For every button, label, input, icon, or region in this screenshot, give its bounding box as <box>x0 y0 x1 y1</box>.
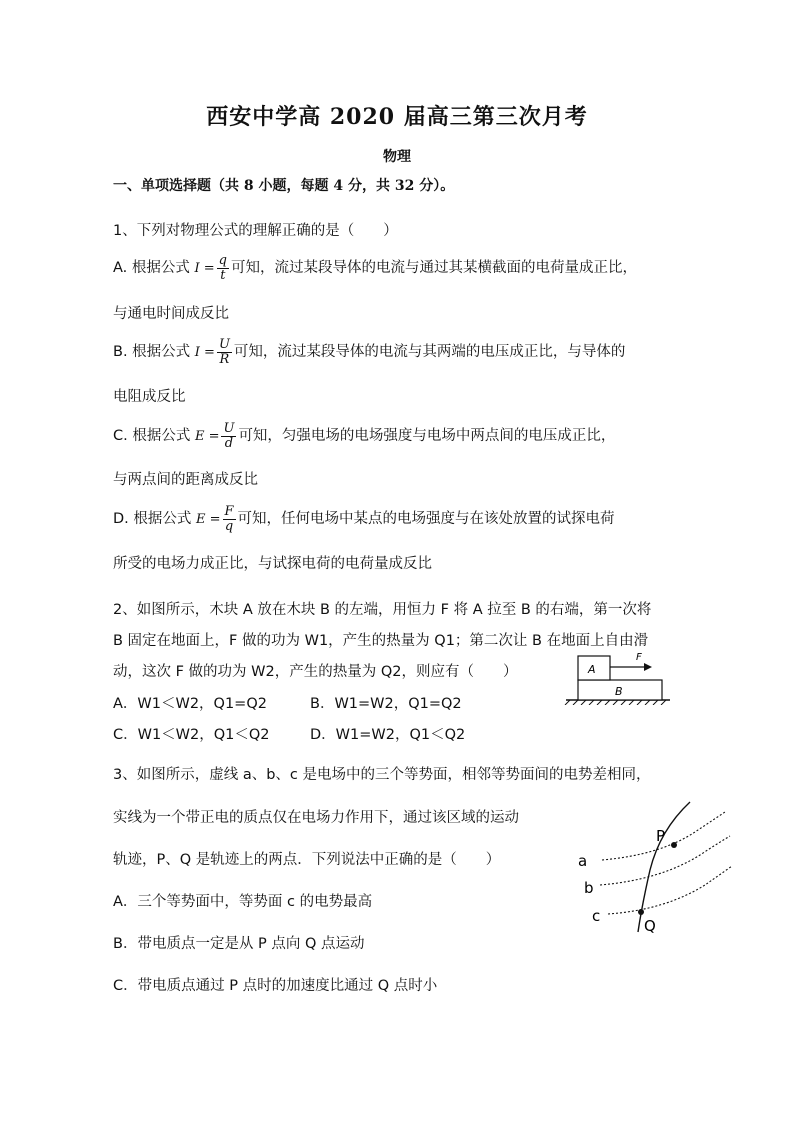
q3-option-c: C．带电质点通过 P 点时的加速度比通过 Q 点时小 <box>113 978 438 994</box>
section-heading: 一、单项选择题（共 8 小题，每题 4 分，共 32 分）。 <box>113 178 455 194</box>
q1-d-formula-lhs: E = <box>196 512 221 528</box>
q2-line2: B 固定在地面上，F 做的功为 W1，产生的热量为 Q1；第二次让 B 在地面上自由滑 <box>113 633 649 649</box>
q2-line1: 2、如图所示，木块 A 放在木块 B 的左端，用恒力 F 将 A 拉至 B 的右端，第一次将 <box>113 602 652 618</box>
force-arrow-head <box>644 663 652 671</box>
label-c: c <box>592 907 601 925</box>
q1-d-den: q <box>224 518 234 534</box>
trajectory-curve <box>638 802 690 932</box>
q1-b-fraction <box>217 338 232 366</box>
q1-d-line2: 所受的电场力成正比，与试探电荷的电荷量成反比 <box>113 556 432 572</box>
q1-c-prefix: C. 根据公式 <box>113 428 191 445</box>
q1-c-num: U <box>223 421 235 436</box>
label-q: Q <box>644 917 656 935</box>
q1-c-formula-lhs: E = <box>194 429 220 445</box>
q1-d-fraction <box>223 505 236 533</box>
force-label: F <box>636 652 642 663</box>
q2-option-c: C．W1＜W2，Q1＜Q2 <box>113 727 270 743</box>
q1-a-den: t <box>220 267 226 283</box>
page-title: 西安中学高 2020 届高三第三次月考 <box>206 104 588 130</box>
label-p: P <box>656 827 666 845</box>
q1-c-line2: 与两点间的距离成反比 <box>113 472 258 488</box>
q2-block-figure <box>560 645 675 705</box>
equipotential-c <box>608 866 732 914</box>
q3-equipotential-figure <box>570 800 740 940</box>
q3-option-a: A．三个等势面中，等势面 c 的电势最高 <box>113 894 373 910</box>
q1-a-prefix: A. 根据公式 <box>113 260 190 277</box>
q1-b-num: U <box>218 337 230 352</box>
q1-b-formula-lhs: I = <box>194 345 215 361</box>
q1-a-num: q <box>218 253 227 268</box>
q1-option-b <box>113 338 625 366</box>
q1-b-prefix: B. 根据公式 <box>113 344 191 361</box>
q1-a-fraction <box>217 254 229 282</box>
q3-line1: 3、如图所示，虚线 a、b、c 是电场中的三个等势面，相邻等势面间的电势差相同， <box>113 767 651 783</box>
q3-line2: 实线为一个带正电的质点仅在电场力作用下，通过该区域的运动 <box>113 810 519 826</box>
q1-d-text1: 可知，任何电场中某点的电场强度与在该处放置的试探电荷 <box>237 511 615 528</box>
label-b: b <box>584 879 594 897</box>
q2-option-b: B．W1=W2，Q1=Q2 <box>310 696 462 712</box>
q1-option-a <box>113 254 637 282</box>
q1-stem: 1、下列对物理公式的理解正确的是（ ） <box>113 223 398 239</box>
q1-b-line2: 电阻成反比 <box>113 389 186 405</box>
q3-line3: 轨迹，P、Q 是轨迹上的两点．下列说法中正确的是（ ） <box>113 852 501 868</box>
q2-option-d: D．W1=W2，Q1＜Q2 <box>310 727 466 743</box>
block-a-label: A <box>588 663 596 676</box>
q1-c-den: d <box>224 435 234 451</box>
q1-a-formula-lhs: I = <box>194 261 215 277</box>
point-p <box>671 842 677 848</box>
q1-option-c <box>113 422 615 450</box>
q2-line3: 动，这次 F 做的功为 W2，产生的热量为 Q2，则应有（ ） <box>113 664 518 680</box>
q1-c-text1: 可知，匀强电场的电场强度与电场中两点间的电压成正比， <box>238 428 616 445</box>
q1-a-line2: 与通电时间成反比 <box>113 306 229 322</box>
q1-d-num: F <box>224 504 234 519</box>
q3-option-b: B．带电质点一定是从 P 点向 Q 点运动 <box>113 936 365 952</box>
q2-option-a: A．W1＜W2，Q1=Q2 <box>113 696 267 712</box>
block-b-label: B <box>615 685 623 698</box>
q1-a-text1: 可知，流过某段导体的电流与通过其某横截面的电荷量成正比， <box>231 260 637 277</box>
q1-option-d <box>113 505 615 533</box>
q1-c-fraction <box>221 422 236 450</box>
q1-b-den: R <box>219 351 230 367</box>
point-q <box>638 909 644 915</box>
label-a: a <box>578 852 588 870</box>
q1-b-text1: 可知，流过某段导体的电流与其两端的电压成正比，与导体的 <box>233 344 626 361</box>
q1-d-prefix: D. 根据公式 <box>113 511 192 528</box>
subject-title: 物理 <box>383 149 411 165</box>
